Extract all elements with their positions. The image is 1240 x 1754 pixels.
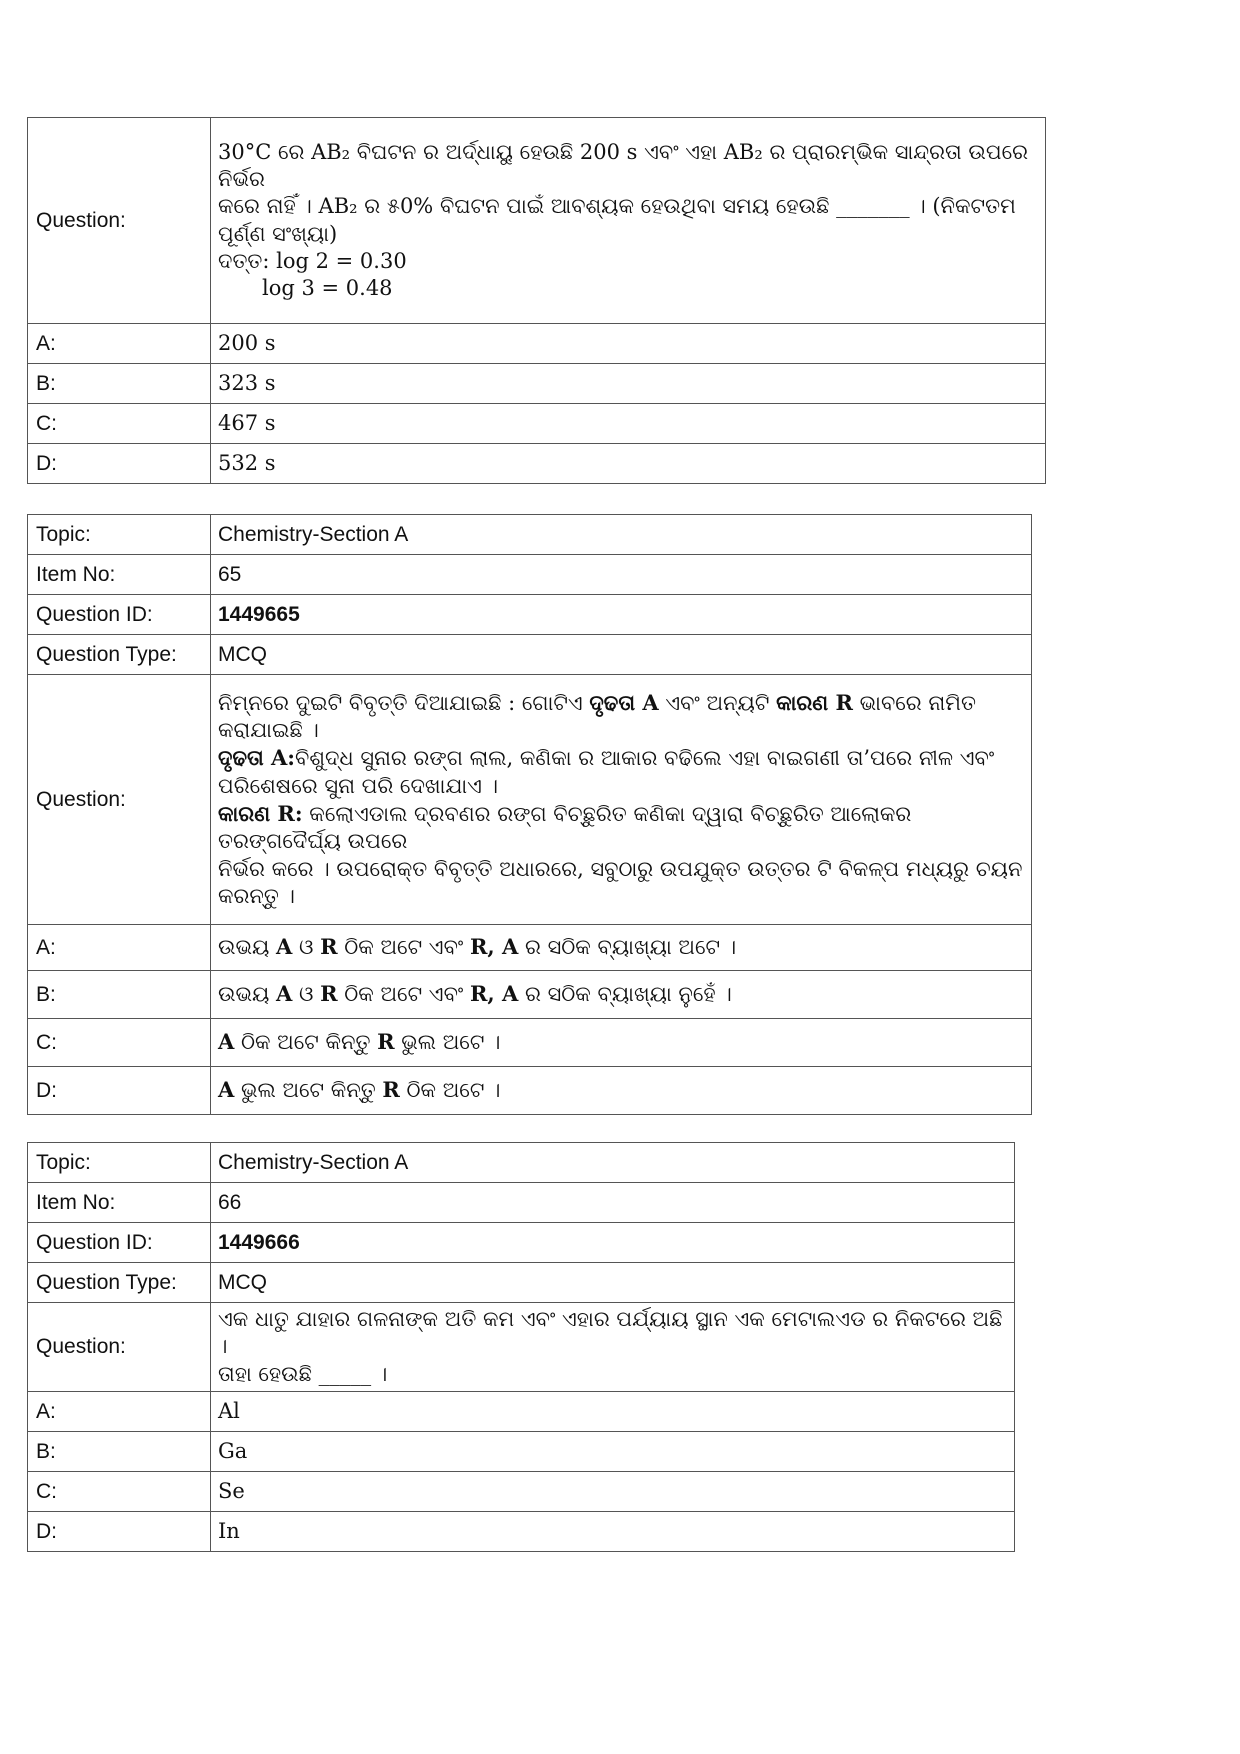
field-label: Question:: [28, 675, 211, 925]
option-label: B:: [28, 971, 211, 1019]
option-row-d: [28, 1511, 1015, 1551]
option-row-b: [28, 364, 1046, 404]
text-run: ଠିକ ଅଟେ ।: [399, 1078, 501, 1103]
bold-run: R, A: [469, 981, 519, 1007]
item-value: 66: [211, 1183, 1015, 1223]
option-label: A:: [28, 1391, 211, 1431]
option-text: Se: [211, 1471, 1015, 1511]
question-line: ଦତ୍ତ: log 2 = 0.30: [218, 248, 407, 273]
question-id: 1449665: [218, 602, 300, 626]
text-run: ଭାବରେ ନାମିତ: [852, 690, 976, 715]
option-label: D:: [28, 1067, 211, 1115]
text-run: ଠିକ ଅଟେ ଏବଂ: [337, 935, 470, 960]
question-table-64: [27, 117, 1046, 484]
bold-run: A: [218, 1029, 235, 1055]
text-run: ନିମ୍ନରେ ଦୁଇଟି ବିବୃତ୍ତି ଦିଆଯାଇଛି : ଗୋଟିଏ: [218, 690, 590, 715]
text-run: ଭୁଲ ଅଟେ ।: [394, 1030, 501, 1055]
option-label: A:: [28, 925, 211, 971]
question-row: [28, 675, 1032, 925]
option-label: B:: [28, 364, 211, 404]
topic-row: [28, 1143, 1015, 1183]
question-table-65: [27, 514, 1032, 1115]
question-line: log 3 = 0.48: [262, 276, 393, 301]
question-line: ପୂର୍ଣ୍ଣ ସଂଖ୍ୟା): [218, 221, 338, 246]
option-label: A:: [28, 324, 211, 364]
topic-row: [28, 515, 1032, 555]
field-label: Question ID:: [28, 595, 211, 635]
text-run: ଭୁଲ ଅଟେ କିନ୍ତୁ: [234, 1078, 383, 1103]
question-line: କରେ ନାହିଁ । AB₂ ର ୫0% ବିଘଟନ ପାଇଁ ଆବଶ୍ୟକ ହେଉଥିବା ସମୟ ହେଉଛି _______ । (ନିକଟତମ: [218, 194, 1016, 219]
text-run: ଉଭୟ: [218, 982, 277, 1007]
option-label: D:: [28, 444, 211, 484]
item-value: 65: [211, 555, 1032, 595]
question-id-value: [211, 1223, 1015, 1263]
text-run: କଲୋଏଡାଲ ଦ୍ରବଣର ରଙ୍ଗ ବିଚ୍ଛୁରିତ କଣିକା ଦ୍ୱାରା ବିଚ୍ଛୁରିତ ଆଲୋକର ତରଙ୍ଗଦୈର୍ଘ୍ୟ ଉପରେ: [218, 802, 912, 854]
option-row-c: [28, 1471, 1015, 1511]
item-row: [28, 555, 1032, 595]
question-line: [218, 689, 1023, 717]
bold-run: R: [320, 934, 338, 960]
option-row-d: [28, 1067, 1032, 1115]
bold-run: A: [276, 981, 293, 1007]
question-line: କରାଯାଇଛି ।: [218, 718, 319, 743]
field-label: Question:: [28, 1303, 211, 1392]
option-row-a: [28, 324, 1046, 364]
option-text: In: [211, 1511, 1015, 1551]
bold-run: ଦୃଢତା A: [589, 689, 659, 715]
option-row-c: [28, 1019, 1032, 1067]
text-run: ଓ: [292, 935, 321, 960]
question-text: [211, 118, 1046, 324]
question-type-value: MCQ: [211, 1263, 1015, 1303]
bold-run: A: [218, 1077, 235, 1103]
option-text: [211, 1067, 1032, 1115]
bold-run: R: [377, 1029, 395, 1055]
topic-value: Chemistry-Section A: [211, 1143, 1015, 1183]
question-text: [211, 1303, 1015, 1392]
bold-run: A: [276, 934, 293, 960]
assertion-label: ଦୃଢତା A:: [218, 745, 296, 771]
option-row-b: [28, 1431, 1015, 1471]
question-id-row: [28, 1223, 1015, 1263]
option-row-c: [28, 404, 1046, 444]
text-run: ଏବଂ ଅନ୍ୟଟି: [658, 690, 777, 715]
question-row: [28, 118, 1046, 324]
field-label: Question Type:: [28, 1263, 211, 1303]
text-run: ଉଭୟ: [218, 935, 277, 960]
option-label: C:: [28, 1471, 211, 1511]
option-text: 532 s: [211, 444, 1046, 484]
option-label: C:: [28, 404, 211, 444]
option-text: Al: [211, 1391, 1015, 1431]
option-row-a: [28, 1391, 1015, 1431]
bold-run: R: [382, 1077, 400, 1103]
question-type-row: [28, 635, 1032, 675]
topic-value: Chemistry-Section A: [211, 515, 1032, 555]
field-label: Question ID:: [28, 1223, 211, 1263]
field-label: Item No:: [28, 555, 211, 595]
question-row: [28, 1303, 1015, 1392]
question-id-value: [211, 595, 1032, 635]
question-id-row: [28, 595, 1032, 635]
question-line: ଏକ ଧାତୁ ଯାହାର ଗଳନାଙ୍କ ଅତି କମ ଏବଂ ଏହାର ପର୍ଯ୍ୟାୟ ସ୍ଥାନ ଏକ ମେଟାଲଏଡ ର ନିକଟରେ ଅଛି ।: [218, 1307, 1003, 1359]
bold-run: R: [320, 981, 338, 1007]
item-row: [28, 1183, 1015, 1223]
option-row-d: [28, 444, 1046, 484]
reason-label: କାରଣ R:: [218, 801, 303, 826]
field-label: Question:: [28, 118, 211, 324]
question-table-66: [27, 1142, 1015, 1552]
bold-run: କାରଣ R: [776, 689, 853, 715]
field-label: Topic:: [28, 1143, 211, 1183]
option-label: D:: [28, 1511, 211, 1551]
assertion-line: ପରିଶେଷରେ ସୁନା ପରି ଦେଖାଯାଏ ।: [218, 773, 499, 798]
option-text: [211, 971, 1032, 1019]
question-id: 1449666: [218, 1230, 300, 1254]
reason-line: [218, 800, 1023, 856]
question-text: [211, 675, 1032, 925]
question-line: ତାହା ହେଉଛି _____ ।: [218, 1361, 388, 1386]
option-label: B:: [28, 1431, 211, 1471]
field-label: Item No:: [28, 1183, 211, 1223]
reason-line: ନିର୍ଭର କରେ । ଉପରୋକ୍ତ ବିବୃତ୍ତି ଅଧାରରେ, ସବୁଠାରୁ ଉପଯୁକ୍ତ ଉତ୍ତର ଟି ବିକଳ୍ପ ମଧ୍ୟରୁ ଚୟନ କରନ୍ତୁ ।: [218, 856, 1023, 908]
option-text: Ga: [211, 1431, 1015, 1471]
text-run: ର ସଠିକ ବ୍ୟାଖ୍ୟା ଅଟେ ।: [518, 935, 737, 960]
question-type-value: MCQ: [211, 635, 1032, 675]
text-run: ଠିକ ଅଟେ କିନ୍ତୁ: [234, 1030, 378, 1055]
option-row-b: [28, 971, 1032, 1019]
option-label: C:: [28, 1019, 211, 1067]
text-run: ର ସଠିକ ବ୍ୟାଖ୍ୟା ନୁହେଁ ।: [518, 982, 732, 1007]
field-label: Question Type:: [28, 635, 211, 675]
option-text: 323 s: [211, 364, 1046, 404]
option-text: 467 s: [211, 404, 1046, 444]
option-row-a: [28, 925, 1032, 971]
option-text: [211, 925, 1032, 971]
option-text: [211, 1019, 1032, 1067]
text-run: ବିଶୁଦ୍ଧ ସୁନାର ରଙ୍ଗ ଲାଲ, କଣିକା ର ଆକାର ବଢିଲେ ଏହା ବାଇଗଣୀ ତା’ପରେ ନୀଳ ଏବଂ: [295, 746, 995, 771]
option-text: 200 s: [211, 324, 1046, 364]
text-run: ଓ: [292, 982, 321, 1007]
question-type-row: [28, 1263, 1015, 1303]
text-run: ଠିକ ଅଟେ ଏବଂ: [337, 982, 470, 1007]
field-label: Topic:: [28, 515, 211, 555]
bold-run: R, A: [469, 934, 519, 960]
assertion-line: [218, 744, 1023, 772]
question-line: 30°C ରେ AB₂ ବିଘଟନ ର ଅର୍ଦ୍ଧାୟୁ ହେଉଛି 200 s ଏବଂ ଏହା AB₂ ର ପ୍ରାରମ୍ଭିକ ସାନ୍ଦ୍ରତା ଉପରେ ନିର୍ଭର: [218, 139, 1029, 191]
